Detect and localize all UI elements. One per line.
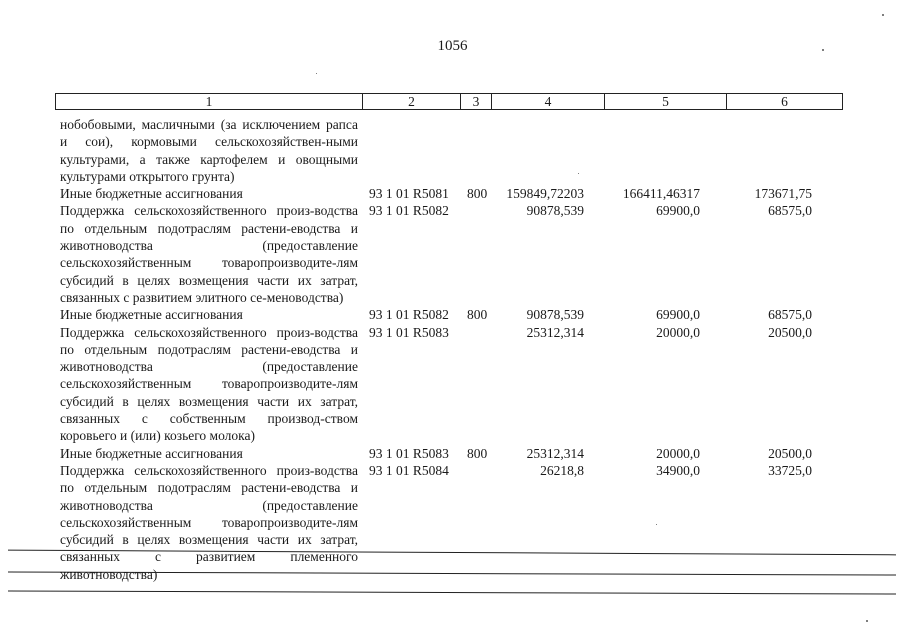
row-name: Поддержка сельскохозяйственного произ-водства по отдельным подотраслям растени-еводства и животноводства (предоставление сельскохозяйственным товаропроизводите-лям субсидий в целях возмещения части их затрат, связанных с собственным производ-ством коровьего и (или) козьего молока) [60,324,358,444]
table-row [0,116,905,185]
scan-speck [882,14,884,16]
header-col-5: 5 [605,94,727,109]
row-amount-col4: 90878,539 [526,307,584,323]
table-row [0,185,905,202]
table-row [0,462,905,583]
table-header-row [55,93,843,110]
row-expense-type: 800 [467,445,488,461]
row-amount-col5: 166411,46317 [622,186,700,202]
row-amount-col6: 33725,0 [768,462,812,478]
row-amount-col4: 90878,539 [526,203,584,219]
scan-speck [578,173,579,174]
row-amount-col6: 68575,0 [768,203,812,219]
row-amount-col5: 20000,0 [656,324,700,340]
row-code: 93 1 01 R5082 [369,203,449,219]
row-amount-col5: 69900,0 [656,203,700,219]
row-code: 93 1 01 R5083 [369,445,449,461]
table-row [0,202,905,306]
page-number: 1056 [437,38,468,54]
strikethrough-line [8,590,896,594]
row-amount-col4: 26218,8 [540,462,584,478]
row-amount-col4: 25312,314 [526,324,584,340]
row-amount-col6: 68575,0 [768,307,812,323]
row-code: 93 1 01 R5081 [369,186,449,202]
row-amount-col6: 20500,0 [768,445,812,461]
header-col-1: 1 [56,94,363,109]
table-row [0,324,905,445]
row-code: 93 1 01 R5082 [369,307,449,323]
scan-speck [316,73,317,74]
row-expense-type: 800 [467,186,488,202]
row-code: 93 1 01 R5084 [369,462,449,478]
header-col-4: 4 [492,94,605,109]
row-expense-type: 800 [467,307,488,323]
row-amount-col4: 159849,72203 [506,186,584,202]
row-name: Иные бюджетные ассигнования [60,445,243,461]
row-amount-col5: 34900,0 [656,462,700,478]
header-col-2: 2 [363,94,461,109]
header-col-6: 6 [781,94,788,109]
row-amount-col5: 69900,0 [656,307,700,323]
row-name: Иные бюджетные ассигнования [60,186,243,202]
table-row [0,445,905,462]
scan-speck [822,49,824,51]
row-name: Иные бюджетные ассигнования [60,307,243,323]
row-amount-col4: 25312,314 [526,445,584,461]
row-name: нобобовыми, масличными (за исключением рапса и сои), кормовыми сельскохозяйствен-ными культурами, а также картофелем и овощными культурами открытого грунта) [60,117,358,184]
table-row [0,306,905,323]
table-body [0,116,905,583]
scan-speck [656,524,657,525]
row-amount-col6: 20500,0 [768,324,812,340]
header-col-3: 3 [461,94,492,109]
row-name: Поддержка сельскохозяйственного произ-водства по отдельным подотраслям растени-еводства и животноводства (предоставление сельскохозяйственным товаропроизводите-лям субсидий в целях возмещения части их затрат, связанных с развитием элитного се-меноводства) [60,203,358,305]
row-amount-col6: 173671,75 [754,186,812,202]
row-name: Поддержка сельскохозяйственного произ-водства по отдельным подотраслям растени-еводства и животноводства (предоставление сельскохозяйственным товаропроизводите-лям субсидий в целях возмещения части их затрат, связанных с развитием племенного животноводства) [60,462,358,582]
row-code: 93 1 01 R5083 [369,324,449,340]
scan-speck [866,620,868,622]
row-amount-col5: 20000,0 [656,445,700,461]
